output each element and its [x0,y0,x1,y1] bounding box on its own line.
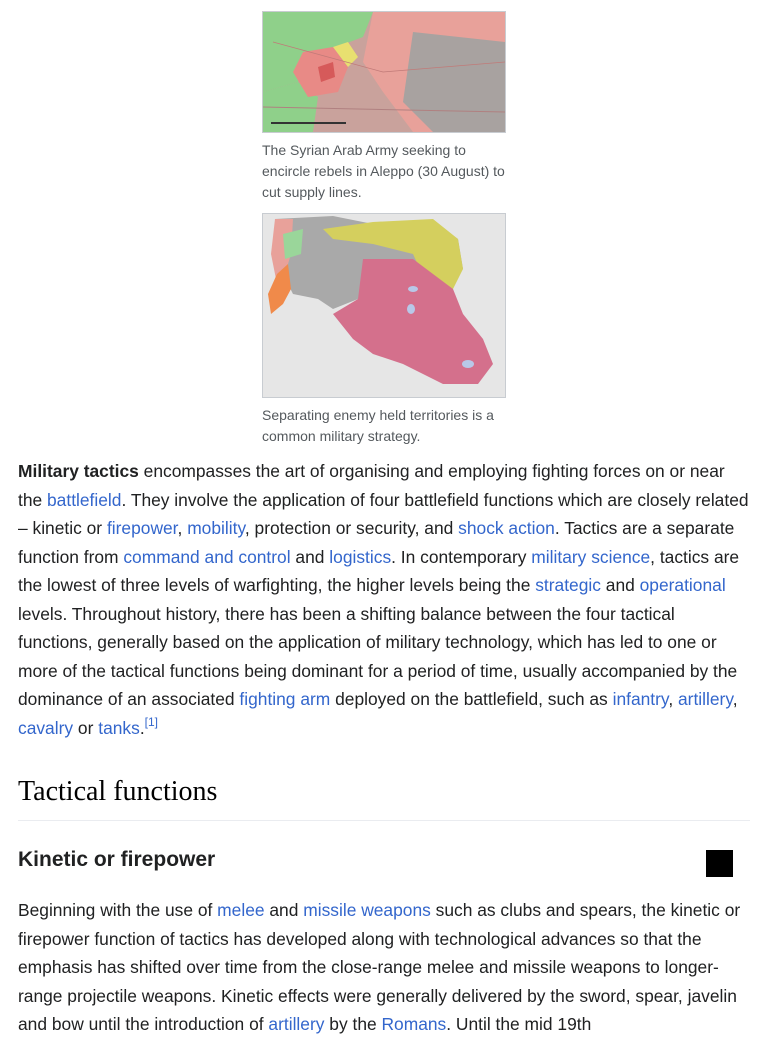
link-artillery[interactable]: artillery [678,689,733,709]
reference-link[interactable]: [1] [144,714,158,729]
link-logistics[interactable]: logistics [329,546,392,567]
text-span: levels. Throughout history, there has been a shifting balance between the four tactical functions, generally based on the application of military technology, which has led to one or more of the tactical functions being dominant for a period of time, usually accompanied by the dominance of an associated [18,603,738,709]
link-firepower[interactable]: firepower [106,518,178,538]
text-span: , protection or security, and [244,518,459,538]
text-span: and [264,900,304,920]
link-romans[interactable]: Romans [381,1014,447,1034]
text-span: . Until the mid 19th [446,1014,592,1034]
link-strategic[interactable]: strategic [535,575,601,595]
link-military-science[interactable]: military science [531,546,651,567]
link-missile-weapons[interactable]: missile weapons [303,900,431,920]
section-heading: Tactical functions [18,776,750,821]
figure-caption: The Syrian Arab Army seeking to encircle rebels in Aleppo (30 August) to cut supply lines. [262,142,505,200]
text-span: . In contemporary [391,546,532,567]
figure-territories [262,213,506,447]
text-span: . They involve the application of four battlefield functions which are closely related – kinetic or [18,489,749,538]
text-span: deployed on the battlefield, such as [330,689,613,709]
text-span: by the [324,1014,382,1034]
text-span: . Tactics are a separate function from [18,518,735,567]
link-shock-action[interactable]: shock action [458,518,555,538]
text-span: Beginning with the use of [18,900,218,920]
link-artillery-2[interactable]: artillery [268,1014,325,1034]
text-span: , [732,689,738,709]
link-cavalry[interactable]: cavalry [18,717,74,738]
text-span: and [600,575,640,595]
link-fighting-arm[interactable]: fighting arm [239,689,331,709]
link-battlefield[interactable]: battlefield [47,489,122,510]
territories-map-image[interactable] [262,213,506,398]
lead-bold-term: Military tactics [18,461,139,481]
lead-paragraph [18,457,750,742]
link-tanks[interactable]: tanks [98,717,140,738]
text-span: and [290,546,330,567]
text-span: or [73,717,99,738]
text-span: , tactics are the lowest of three levels of warfighting, the higher levels being the [18,546,740,595]
text-span: encompasses the art of organising and employing fighting forces on or near the [18,461,725,510]
text-span: such as clubs and spears, the kinetic or firepower function of tactics has developed along with technological advances so that the emphasis has shifted over time from the close-range melee and missile weapons to longer-range projectile weapons. Kinetic effects were generally delivered by the sword, spear, javelin and bow until the introduction of [18,900,741,1034]
aleppo-map-image[interactable] [262,11,506,133]
link-operational[interactable]: operational [639,575,726,595]
text-span: , [668,689,678,709]
body-paragraph [18,896,750,1039]
section-toggle-icon[interactable] [706,850,733,877]
figure-aleppo [262,11,506,203]
subsection-heading: Kinetic or firepower [18,848,216,871]
text-span: . [139,717,145,738]
link-infantry[interactable]: infantry [612,689,669,709]
text-span: , [177,518,188,538]
link-melee[interactable]: melee [217,900,265,920]
link-command-and-control[interactable]: command and control [123,546,291,567]
figure-caption: Separating enemy held territories is a common military strategy. [262,407,494,444]
link-mobility[interactable]: mobility [187,518,245,538]
